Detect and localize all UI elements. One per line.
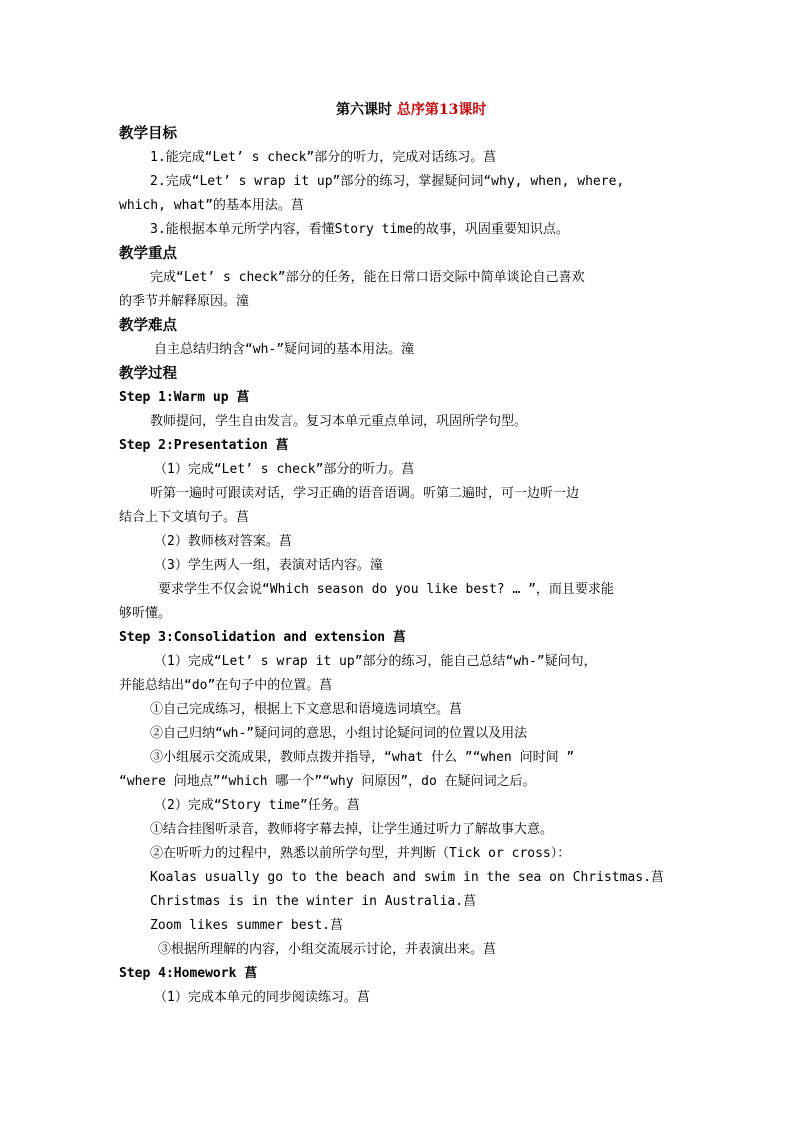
step3-d1: ①结合挂图听录音，教师将字幕去掉，让学生通过听力了解故事大意。 <box>150 822 554 837</box>
step3-c3-line2: “where 问地点”“which 哪一个”“why 问原因”，do 在疑问词之后。 <box>119 774 536 789</box>
objective-2-line1: 2.完成“Let’ s wrap it up”部分的练习，掌握疑问词“why, when, where, <box>150 174 625 189</box>
difficulties-line1: 自主总结归纳含“wh-”疑问词的基本用法。潼 <box>154 342 415 357</box>
step3-item1-line2: 并能总结出“do”在句子中的位置。菖 <box>119 678 333 693</box>
step2-text1-line2: 结合上下文填句子。菖 <box>119 510 250 525</box>
step3-d2: ②在听听力的过程中，熟悉以前所学句型，并判断（Tick or cross）： <box>150 846 571 861</box>
objective-2-line2: which, what”的基本用法。菖 <box>119 198 304 213</box>
step2-item3: （3）学生两人一组，表演对话内容。潼 <box>154 558 383 573</box>
key-points-line1: 完成“Let’ s check”部分的任务，能在日常口语交际中简单谈论自己喜欢 <box>150 270 585 285</box>
key-points-heading: 教学重点 <box>119 245 177 262</box>
step3-item2: （2）完成“Story time”任务。菖 <box>154 798 360 813</box>
step3-sentence-3: Zoom likes summer best.菖 <box>150 918 344 933</box>
step3-item1-line1: （1）完成“Let’ s wrap it up”部分的练习，能自己总结“wh-”疑问句， <box>154 654 597 669</box>
process-heading: 教学过程 <box>119 365 177 382</box>
step3-sentence-1: Koalas usually go to the beach and swim in the sea on Christmas.菖 <box>150 870 664 885</box>
step3-sentence-2: Christmas is in the winter in Australia.菖 <box>150 894 477 909</box>
title-sub: 总序第13课时 <box>396 102 487 118</box>
step3-c1: ①自己完成练习，根据上下文意思和语境选词填空。菖 <box>150 702 463 717</box>
step1-text: 教师提问，学生自由发言。复习本单元重点单词，巩固所学句型。 <box>150 414 528 429</box>
difficulties-heading: 教学难点 <box>119 317 177 334</box>
step3-c3-line1: ③小组展示交流成果，教师点拨并指导，“what 什么 ”“when 问时间 ” <box>150 750 575 765</box>
step4-title: Step 4:Homework 菖 <box>119 966 258 981</box>
step2-item1: （1）完成“Let’ s check”部分的听力。菖 <box>154 462 415 477</box>
step2-text2-line1: 要求学生不仅会说“Which season do you like best? … ”，而且要求能 <box>158 582 614 597</box>
step4-item1: （1）完成本单元的同步阅读练习。菖 <box>154 990 370 1005</box>
key-points-line2: 的季节并解释原因。潼 <box>119 294 250 309</box>
page-title <box>336 101 486 119</box>
step2-text1-line1: 听第一遍时可跟读对话，学习正确的语音语调。听第二遍时，可一边听一边 <box>150 486 580 501</box>
step3-d3: ③根据所理解的内容，小组交流展示讨论，并表演出来。菖 <box>158 942 497 957</box>
step2-item2: （2）教师核对答案。菖 <box>154 534 292 549</box>
step2-title: Step 2:Presentation 菖 <box>119 438 289 453</box>
step2-text2-line2: 够听懂。 <box>119 606 172 621</box>
step1-title: Step 1:Warm up 菖 <box>119 390 250 405</box>
step3-title: Step 3:Consolidation and extension 菖 <box>119 630 406 645</box>
step3-c2: ②自己归纳“wh-”疑问词的意思，小组讨论疑问词的位置以及用法 <box>150 726 528 741</box>
objectives-heading: 教学目标 <box>119 125 177 142</box>
objective-3: 3.能根据本单元所学内容，看懂Story time的故事，巩固重要知识点。 <box>150 222 569 237</box>
title-main: 第六课时 <box>336 102 392 118</box>
objective-1: 1.能完成“Let’ s check”部分的听力，完成对话练习。菖 <box>150 150 497 165</box>
